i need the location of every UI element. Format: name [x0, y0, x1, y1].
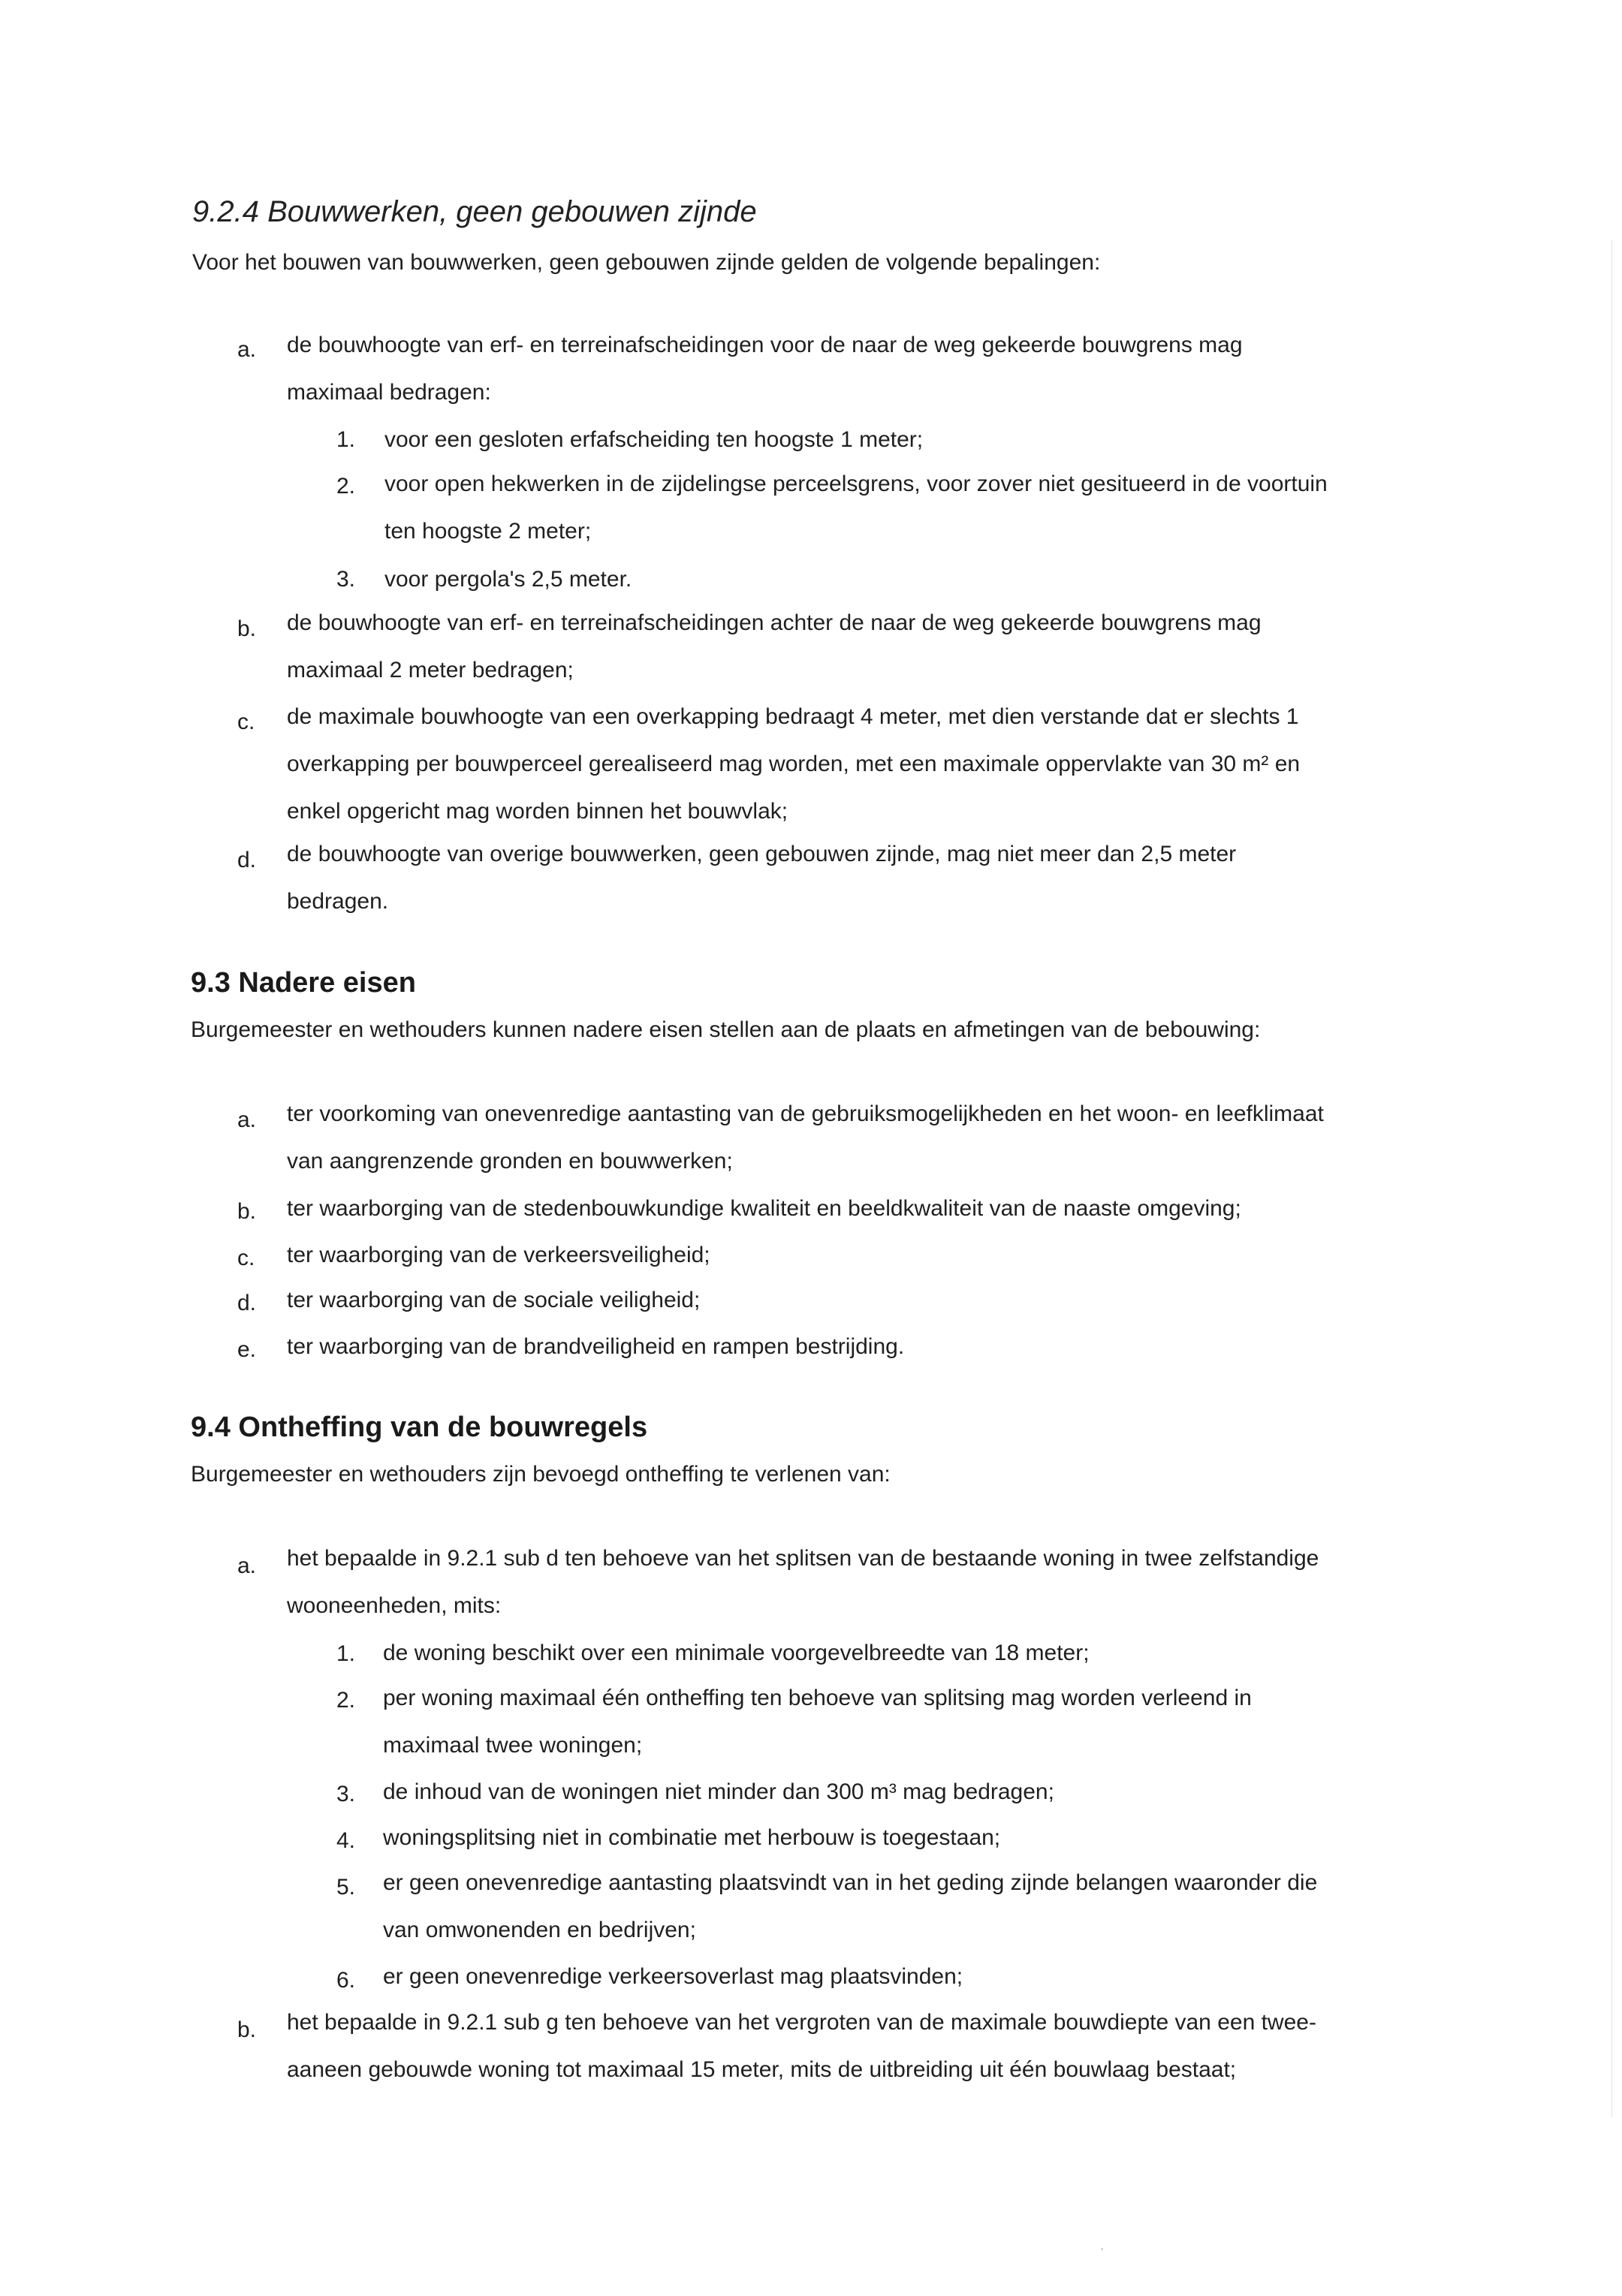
sublist-item-text: voor pergola's 2,5 meter. [384, 567, 632, 592]
list-item-text: de bouwhoogte van overige bouwwerken, geen gebouwen zijnde, mag niet meer dan 2,5 meter [287, 842, 1237, 866]
sublist-item-text: voor open hekwerken in de zijdelingse perceelsgrens, voor zover niet gesitueerd in de voortuin [384, 472, 1328, 496]
list-item-text: het bepaalde in 9.2.1 sub d ten behoeve van het splitsen van de bestaande woning in twee zelfstandige [287, 1546, 1319, 1571]
sublist-item-text: van omwonenden en bedrijven; [383, 1918, 696, 1942]
list-marker: b. [237, 1199, 257, 1224]
section-9-3-heading: 9.3 Nadere eisen [191, 967, 416, 999]
section-9-4-heading: 9.4 Ontheffing van de bouwregels [191, 1412, 648, 1443]
list-marker: c. [237, 1246, 255, 1270]
list-item-text: ter waarborging van de stedenbouwkundige kwaliteit en beeldkwaliteit van de naaste omgeving; [287, 1196, 1241, 1221]
list-item-text: maximaal 2 meter bedragen; [287, 658, 574, 682]
list-marker: a. [237, 337, 257, 362]
list-item-text: ter waarborging van de sociale veiligheid; [287, 1288, 701, 1312]
list-item-text: de bouwhoogte van erf- en terreinafscheidingen voor de naar de weg gekeerde bouwgrens mag [287, 333, 1243, 357]
sublist-item-text: per woning maximaal één ontheffing ten behoeve van splitsing mag worden verleend in [383, 1686, 1252, 1710]
section-9-3-intro: Burgemeester en wethouders kunnen nadere eisen stellen aan de plaats en afmetingen van de bebouwing: [191, 1017, 1261, 1042]
sublist-marker: 4. [336, 1828, 356, 1853]
list-item-text: aaneen gebouwde woning tot maximaal 15 meter, mits de uitbreiding uit één bouwlaag bestaat; [287, 2057, 1237, 2082]
sublist-marker: 3. [336, 567, 356, 592]
list-marker: b. [237, 616, 257, 641]
list-marker: c. [237, 710, 255, 734]
list-item-text: wooneenheden, mits: [287, 1593, 502, 1618]
list-item-text: bedragen. [287, 889, 389, 914]
section-9-4-intro: Burgemeester en wethouders zijn bevoegd ontheffing te verlenen van: [191, 1462, 891, 1487]
list-item-text: de maximale bouwhoogte van een overkapping bedraagt 4 meter, met dien verstande dat er slechts 1 [287, 704, 1299, 729]
list-item-text: ter voorkoming van onevenredige aantasting van de gebruiksmogelijkheden en het woon- en leefklimaat [287, 1101, 1324, 1126]
sublist-marker: 3. [336, 1782, 356, 1806]
sublist-marker: 6. [336, 1968, 356, 1993]
sublist-item-text: de inhoud van de woningen niet minder dan 300 m³ mag bedragen; [383, 1779, 1054, 1804]
list-item-text: ter waarborging van de verkeersveiligheid; [287, 1243, 710, 1267]
list-item-text: de bouwhoogte van erf- en terreinafscheidingen achter de naar de weg gekeerde bouwgrens mag [287, 610, 1262, 635]
list-item-text: ter waarborging van de brandveiligheid en rampen bestrijding. [287, 1334, 905, 1359]
section-9-2-4-intro: Voor het bouwen van bouwwerken, geen gebouwen zijnde gelden de volgende bepalingen: [192, 250, 1101, 275]
sublist-marker: 2. [336, 474, 356, 499]
list-item-text: van aangrenzende gronden en bouwwerken; [287, 1149, 733, 1174]
list-marker: a. [237, 1553, 257, 1578]
sublist-item-text: er geen onevenredige verkeersoverlast mag plaatsvinden; [383, 1964, 963, 1989]
scan-speck [1101, 2248, 1103, 2250]
sublist-item-text: woningsplitsing niet in combinatie met herbouw is toegestaan; [383, 1825, 1001, 1850]
sublist-item-text: ten hoogste 2 meter; [384, 519, 592, 544]
section-9-2-4-heading: 9.2.4 Bouwwerken, geen gebouwen zijnde [192, 195, 757, 228]
sublist-marker: 1. [336, 427, 356, 452]
sublist-marker: 2. [336, 1688, 356, 1713]
list-marker: d. [237, 1291, 257, 1315]
sublist-item-text: voor een gesloten erfafscheiding ten hoogste 1 meter; [384, 427, 924, 452]
list-marker: e. [237, 1337, 257, 1362]
list-item-text: maximaal bedragen: [287, 380, 491, 405]
sublist-item-text: er geen onevenredige aantasting plaatsvindt van in het geding zijnde belangen waaronder die [383, 1870, 1318, 1895]
sublist-item-text: de woning beschikt over een minimale voorgevelbreedte van 18 meter; [383, 1641, 1090, 1665]
list-item-text: overkapping per bouwperceel gerealiseerd mag worden, met een maximale oppervlakte van 30 m² en [287, 752, 1301, 776]
list-item-text: enkel opgericht mag worden binnen het bouwvlak; [287, 799, 788, 824]
sublist-marker: 1. [336, 1641, 356, 1666]
list-marker: a. [237, 1107, 257, 1132]
list-marker: b. [237, 2017, 257, 2042]
sublist-marker: 5. [336, 1875, 356, 1900]
scan-edge-line [1611, 240, 1612, 2117]
sublist-item-text: maximaal twee woningen; [383, 1733, 643, 1758]
list-marker: d. [237, 848, 257, 872]
list-item-text: het bepaalde in 9.2.1 sub g ten behoeve van het vergroten van de maximale bouwdiepte van een twee- [287, 2010, 1316, 2035]
